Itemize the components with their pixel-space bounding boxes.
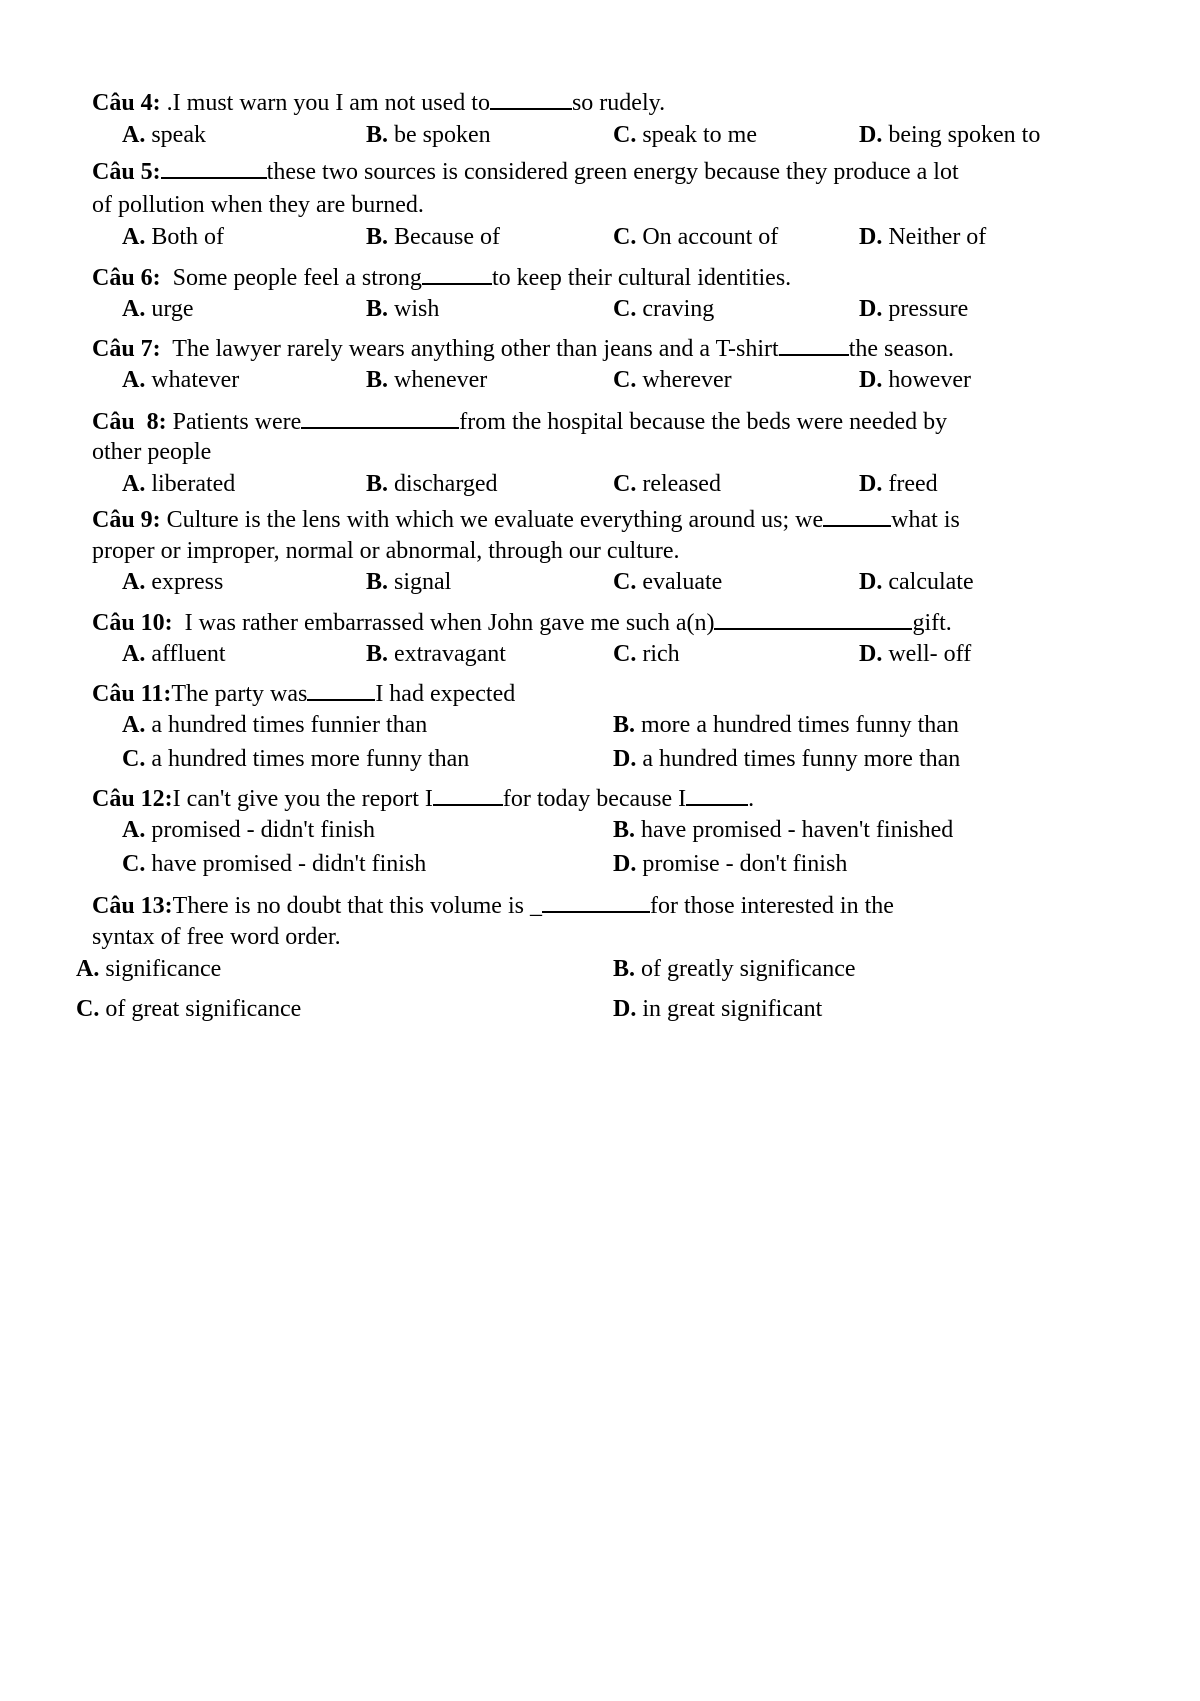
- question-label: Câu 8:: [92, 409, 167, 435]
- option-d[interactable]: D. being spoken to: [859, 122, 1041, 148]
- question-text: Some people feel a strong: [160, 265, 422, 291]
- option-a[interactable]: A. speak: [122, 122, 206, 148]
- option-d[interactable]: D. Neither of: [859, 224, 987, 250]
- question-8-stem-line2: other people: [92, 439, 212, 465]
- option-a[interactable]: A. significance: [76, 956, 222, 982]
- answer-blank: [161, 157, 267, 179]
- question-7-stem: [92, 334, 954, 363]
- option-b[interactable]: B. more a hundred times funny than: [613, 712, 959, 738]
- option-b[interactable]: B. extravagant: [366, 641, 506, 667]
- option-d[interactable]: D. well- off: [859, 641, 972, 667]
- option-a[interactable]: A. Both of: [122, 224, 225, 250]
- question-label: Câu 13:: [92, 893, 173, 919]
- question-4-stem: [92, 88, 665, 117]
- question-12-stem: [92, 784, 754, 813]
- question-label: Câu 9:: [92, 507, 161, 533]
- answer-blank: [490, 88, 572, 110]
- option-a[interactable]: A. promised - didn't finish: [122, 817, 375, 843]
- question-10-stem: [92, 608, 952, 637]
- question-text: There is no doubt that this volume is _: [172, 893, 542, 919]
- option-a[interactable]: A. a hundred times funnier than: [122, 712, 428, 738]
- option-a[interactable]: A. liberated: [122, 471, 236, 497]
- option-d[interactable]: D. calculate: [859, 569, 974, 595]
- option-c[interactable]: C. craving: [613, 296, 715, 322]
- answer-blank: [433, 784, 503, 806]
- question-text: .: [748, 786, 755, 812]
- answer-blank: [714, 608, 912, 630]
- option-b[interactable]: B. Because of: [366, 224, 500, 250]
- question-text: I was rather embarrassed when John gave me such a(n): [172, 610, 715, 636]
- option-d[interactable]: D. in great significant: [613, 996, 823, 1022]
- question-text: gift.: [912, 610, 952, 636]
- option-c[interactable]: C. a hundred times more funny than: [122, 746, 470, 772]
- option-a[interactable]: A. urge: [122, 296, 194, 322]
- option-a[interactable]: A. affluent: [122, 641, 226, 667]
- option-c[interactable]: C. of great significance: [76, 996, 302, 1022]
- option-c[interactable]: C. have promised - didn't finish: [122, 851, 427, 877]
- option-d[interactable]: D. however: [859, 367, 971, 393]
- question-label: Câu 6:: [92, 265, 161, 291]
- question-9-stem: [92, 505, 960, 534]
- option-b[interactable]: B. signal: [366, 569, 452, 595]
- option-c[interactable]: C. released: [613, 471, 721, 497]
- question-text: so rudely.: [571, 90, 666, 116]
- answer-blank: [422, 263, 492, 285]
- question-text: The lawyer rarely wears anything other than jeans and a T-shirt: [160, 336, 779, 362]
- option-c[interactable]: C. On account of: [613, 224, 779, 250]
- option-c[interactable]: C. evaluate: [613, 569, 723, 595]
- question-13-stem: [92, 891, 894, 920]
- option-d[interactable]: D. a hundred times funny more than: [613, 746, 961, 772]
- question-label: Câu 4:: [92, 90, 161, 116]
- option-d[interactable]: D. promise - don't finish: [613, 851, 848, 877]
- question-text: from the hospital because the beds were needed by: [459, 409, 948, 435]
- option-b[interactable]: B. discharged: [366, 471, 498, 497]
- option-d[interactable]: D. pressure: [859, 296, 969, 322]
- option-a[interactable]: A. express: [122, 569, 224, 595]
- question-label: Câu 10:: [92, 610, 173, 636]
- question-text: Patients were: [166, 409, 302, 435]
- question-6-stem: [92, 263, 791, 292]
- option-b[interactable]: B. wish: [366, 296, 440, 322]
- answer-blank: [823, 505, 891, 527]
- question-text: .I must warn you I am not used to: [160, 90, 490, 116]
- option-c[interactable]: C. speak to me: [613, 122, 757, 148]
- question-label: Câu 5:: [92, 159, 161, 185]
- question-5-stem: [92, 157, 959, 186]
- question-text: I can't give you the report I: [172, 786, 433, 812]
- question-text: to keep their cultural identities.: [491, 265, 792, 291]
- question-text: I had expected: [375, 681, 516, 707]
- question-text: for those interested in the: [649, 893, 894, 919]
- question-label: Câu 11:: [92, 681, 172, 707]
- option-a[interactable]: A. whatever: [122, 367, 240, 393]
- option-b[interactable]: B. whenever: [366, 367, 488, 393]
- question-text: these two sources is considered green energy because they produce a lot: [266, 159, 959, 185]
- question-5-stem-line2: of pollution when they are burned.: [92, 192, 424, 218]
- question-text: Culture is the lens with which we evaluate everything around us; we: [160, 507, 824, 533]
- answer-blank: [542, 891, 650, 913]
- option-b[interactable]: B. be spoken: [366, 122, 491, 148]
- question-text: The party was: [171, 681, 308, 707]
- option-b[interactable]: B. of greatly significance: [613, 956, 856, 982]
- question-label: Câu 12:: [92, 786, 173, 812]
- question-13-stem-line2: syntax of free word order.: [92, 924, 341, 950]
- question-text: what is: [891, 507, 960, 533]
- option-d[interactable]: D. freed: [859, 471, 938, 497]
- answer-blank: [779, 334, 849, 356]
- option-c[interactable]: C. wherever: [613, 367, 732, 393]
- question-8-stem: [92, 407, 947, 436]
- question-text: the season.: [848, 336, 955, 362]
- option-b[interactable]: B. have promised - haven't finished: [613, 817, 954, 843]
- question-9-stem-line2: proper or improper, normal or abnormal, through our culture.: [92, 538, 680, 564]
- question-11-stem: [92, 679, 515, 708]
- answer-blank: [301, 407, 459, 429]
- answer-blank: [307, 679, 375, 701]
- question-label: Câu 7:: [92, 336, 161, 362]
- answer-blank: [686, 784, 748, 806]
- question-text: for today because I: [502, 786, 687, 812]
- option-c[interactable]: C. rich: [613, 641, 680, 667]
